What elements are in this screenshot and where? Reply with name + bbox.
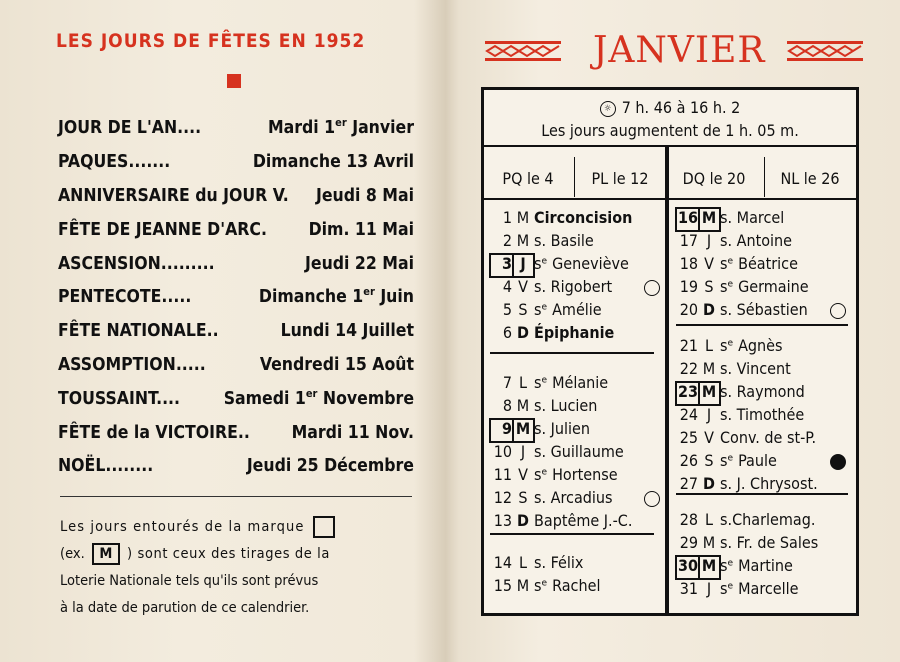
day-number: 9: [501, 419, 512, 438]
day-row: [484, 231, 659, 253]
sun-icon: ☼: [600, 101, 616, 117]
holiday-date-main: Samedi 1: [223, 389, 306, 409]
note-line-2: [60, 541, 416, 568]
holiday-name: FÊTE NATIONALE..: [58, 321, 219, 341]
day-of-week: L: [704, 336, 713, 355]
day-row: [484, 465, 659, 487]
holiday-row: [58, 152, 414, 176]
day-number: 30: [677, 556, 698, 575]
day-row: [670, 451, 845, 473]
day-number: 29: [679, 533, 698, 552]
day-row: [670, 359, 845, 381]
saint-name: s. Arcadius: [534, 488, 613, 507]
phase-last-quarter: DQ le 20: [682, 169, 746, 188]
holidays-title: LES JOURS DE FÊTES EN 1952: [56, 30, 366, 52]
moon-phase-icon: [644, 491, 660, 507]
moon-phase-icon: [830, 303, 846, 319]
day-of-week: J: [520, 442, 526, 461]
left-ornament-icon: [485, 39, 561, 63]
day-of-week: V: [704, 254, 714, 273]
holiday-date-month: Novembre: [317, 389, 414, 409]
holiday-row: [58, 118, 414, 142]
day-number: 26: [679, 451, 698, 470]
saint-name: s. Lucien: [534, 396, 598, 415]
empty-box-icon: [313, 516, 335, 538]
day-number: 11: [493, 465, 512, 484]
day-row: [484, 396, 659, 418]
day-of-week: J: [520, 254, 526, 273]
saint-name: sᵉ Amélie: [534, 300, 602, 319]
holiday-name: FÊTE de la VICTOIRE..: [58, 423, 250, 443]
holiday-date: [281, 321, 414, 341]
day-row: [670, 510, 845, 532]
holiday-name: NOËL........: [58, 456, 154, 476]
holiday-date-ordinal: er: [363, 285, 375, 299]
day-number: 25: [679, 428, 698, 447]
divider: [60, 496, 412, 497]
day-of-week: M: [516, 231, 530, 250]
holiday-row: [58, 254, 414, 278]
holiday-date-ordinal: er: [305, 387, 318, 401]
day-of-week: M: [701, 208, 717, 227]
day-of-week: D: [517, 511, 529, 530]
day-number: 19: [679, 277, 698, 296]
week-separator: [676, 324, 848, 326]
note-text-3: Loterie Nationale tels qu'ils sont prévus: [60, 573, 319, 589]
day-row: [484, 419, 659, 441]
holiday-date: [224, 389, 414, 409]
holiday-name: JOUR DE L'AN....: [58, 118, 202, 138]
day-number: 22: [679, 359, 698, 378]
day-number: 7: [502, 373, 512, 392]
phase-separator: [574, 157, 575, 197]
holiday-date: [259, 287, 414, 307]
day-number: 12: [493, 488, 512, 507]
day-of-week: S: [518, 300, 528, 319]
saint-name: s. J. Chrysost.: [720, 474, 818, 493]
holiday-name: ASCENSION.........: [58, 254, 215, 274]
saint-name: s. Guillaume: [534, 442, 624, 461]
day-number: 16: [677, 208, 698, 227]
day-of-week: L: [704, 510, 713, 529]
holiday-row: [58, 423, 414, 447]
day-row: [670, 336, 845, 358]
saint-name: s. Félix: [534, 553, 584, 572]
day-of-week: M: [516, 576, 530, 595]
holiday-row: [58, 287, 414, 311]
saint-name: sᵉ Béatrice: [720, 254, 798, 273]
calendar-box: [481, 87, 859, 616]
saint-name: sᵉ Rachel: [534, 576, 601, 595]
saint-name: sᵉ Agnès: [720, 336, 783, 355]
day-number: 5: [502, 300, 512, 319]
saint-name: sᵉ Germaine: [720, 277, 809, 296]
day-number: 20: [679, 300, 698, 319]
saint-name: s. Marcel: [720, 208, 785, 227]
holiday-date: [253, 152, 414, 172]
moon-phase-icon: [644, 280, 660, 296]
holiday-name: FÊTE DE JEANNE D'ARC.: [58, 220, 267, 240]
saint-name: s. Basile: [534, 231, 594, 250]
day-of-week: D: [517, 323, 529, 342]
note-text-4: à la date de parution de ce calendrier.: [60, 600, 310, 616]
day-of-week: M: [701, 556, 717, 575]
day-number: 13: [493, 511, 512, 530]
saint-name: s. Sébastien: [720, 300, 808, 319]
right-page: [455, 0, 900, 662]
day-of-week: M: [702, 533, 716, 552]
day-number: 10: [493, 442, 512, 461]
week-separator: [490, 352, 654, 354]
holiday-date-main: Jeudi 25 Décembre: [246, 456, 414, 476]
day-row: [670, 382, 845, 404]
day-row: [484, 323, 659, 345]
saint-name: s. Timothée: [720, 405, 805, 424]
saint-name: s. Julien: [534, 419, 590, 438]
holiday-date-main: Jeudi 22 Mai: [305, 254, 414, 274]
day-of-week: J: [706, 579, 712, 598]
holiday-row: [58, 220, 414, 244]
day-row: [670, 277, 845, 299]
saint-name: sᵉ Paule: [720, 451, 777, 470]
day-number: 24: [679, 405, 698, 424]
day-of-week: V: [518, 277, 528, 296]
holiday-date-main: Mardi 1: [267, 118, 336, 138]
holiday-name: PAQUES.......: [58, 152, 171, 172]
day-of-week: S: [704, 451, 714, 470]
day-row: [484, 511, 659, 533]
saint-name: s. Antoine: [720, 231, 793, 250]
day-of-week: M: [516, 208, 530, 227]
saint-name: s. Rigobert: [534, 277, 613, 296]
day-number: 17: [679, 231, 698, 250]
day-number: 3: [501, 254, 512, 273]
note-line-1: [60, 514, 416, 541]
day-of-week: V: [518, 465, 528, 484]
right-ornament-icon: [787, 39, 863, 63]
day-row: [484, 254, 659, 276]
phase-first-quarter: PQ le 4: [502, 169, 554, 188]
saint-name: sᵉ Hortense: [534, 465, 618, 484]
day-row: [670, 254, 845, 276]
day-of-week: M: [702, 359, 716, 378]
saint-name: s. Fr. de Sales: [720, 533, 819, 552]
day-row: [670, 405, 845, 427]
day-number: 8: [502, 396, 512, 415]
day-of-week: S: [518, 488, 528, 507]
saint-name: sᵉ Martine: [720, 556, 793, 575]
holiday-date-main: Mardi 11 Nov.: [291, 423, 414, 443]
column-divider: [665, 145, 669, 613]
day-of-week: M: [515, 419, 531, 438]
holiday-date-month: Janvier: [346, 118, 414, 138]
daylight-change: Les jours augmentent de 1 h. 05 m.: [541, 121, 799, 140]
day-number: 15: [493, 576, 512, 595]
left-page: [0, 0, 445, 662]
day-number: 14: [493, 553, 512, 572]
holiday-date-main: Jeudi 8 Mai: [315, 186, 414, 206]
day-number: 27: [679, 474, 698, 493]
holiday-date-month: Juin: [374, 287, 414, 307]
red-square-ornament: [227, 74, 241, 88]
day-row: [484, 442, 659, 464]
holiday-name: ANNIVERSAIRE du JOUR V.: [58, 186, 289, 206]
saint-name: sᵉ Geneviève: [534, 254, 629, 273]
day-of-week: M: [701, 382, 717, 401]
note-line-4: [60, 595, 416, 622]
lottery-note: [60, 514, 416, 622]
m-box-example: M: [92, 543, 120, 565]
week-separator: [490, 533, 654, 535]
holiday-name: ASSOMPTION.....: [58, 355, 206, 375]
holiday-date: [292, 423, 414, 443]
day-of-week: J: [706, 405, 712, 424]
holiday-date: [309, 220, 414, 240]
holiday-date-main: Dimanche 13 Avril: [252, 152, 414, 172]
day-number: 23: [677, 382, 698, 401]
day-number: 18: [679, 254, 698, 273]
day-row: [670, 428, 845, 450]
saint-name: sᵉ Mélanie: [534, 373, 609, 392]
phase-rule: [484, 198, 856, 200]
day-of-week: D: [703, 300, 715, 319]
header-rule: [484, 145, 856, 147]
day-of-week: D: [703, 474, 715, 493]
day-number: 1: [502, 208, 512, 227]
day-row: [484, 208, 659, 230]
holiday-name: PENTECOTE.....: [58, 287, 192, 307]
saint-name: s. Vincent: [720, 359, 791, 378]
week-separator: [676, 493, 848, 495]
day-row: [670, 533, 845, 555]
day-of-week: J: [706, 231, 712, 250]
day-number: 31: [679, 579, 698, 598]
note-text-2a: (ex.: [60, 546, 85, 562]
saint-name: Baptême J.-C.: [534, 511, 633, 530]
day-row: [484, 488, 659, 510]
holiday-date: [268, 118, 414, 138]
day-of-week: L: [518, 373, 527, 392]
holiday-date-main: Dim. 11 Mai: [308, 220, 414, 240]
holiday-date: [247, 456, 414, 476]
phase-full-moon: PL le 12: [591, 169, 649, 188]
note-text-2b: ) sont ceux des tirages de la: [127, 546, 330, 562]
day-row: [484, 576, 659, 598]
sun-times: [484, 98, 856, 117]
holiday-date-main: Lundi 14 Juillet: [280, 321, 414, 341]
holiday-date: [316, 186, 414, 206]
holiday-date-main: Dimanche 1: [258, 287, 364, 307]
day-of-week: M: [516, 396, 530, 415]
holiday-row: [58, 321, 414, 345]
holiday-date: [305, 254, 414, 274]
saint-name: Épiphanie: [534, 323, 615, 342]
saint-name: sᵉ Marcelle: [720, 579, 799, 598]
holiday-row: [58, 389, 414, 413]
new-moon-icon: [830, 454, 846, 470]
phase-new-moon: NL le 26: [780, 169, 840, 188]
month-title: JANVIER: [593, 30, 766, 71]
holiday-row: [58, 355, 414, 379]
phase-separator: [764, 157, 765, 197]
holiday-date-main: Vendredi 15 Août: [259, 355, 414, 375]
note-line-3: [60, 568, 416, 595]
holiday-date: [260, 355, 414, 375]
day-of-week: L: [518, 553, 527, 572]
day-row: [484, 277, 659, 299]
holiday-date-ordinal: er: [335, 116, 347, 130]
day-row: [670, 556, 845, 578]
saint-name: s.Charlemag.: [720, 510, 816, 529]
day-row: [670, 231, 845, 253]
day-row: [484, 300, 659, 322]
saint-name: Conv. de st-P.: [720, 428, 817, 447]
day-number: 28: [679, 510, 698, 529]
day-of-week: S: [704, 277, 714, 296]
day-number: 2: [502, 231, 512, 250]
note-text-1: Les jours entourés de la marque: [60, 519, 305, 535]
day-row: [484, 373, 659, 395]
holiday-row: [58, 186, 414, 210]
day-number: 6: [502, 323, 512, 342]
saint-name: s. Raymond: [720, 382, 805, 401]
day-number: 4: [502, 277, 512, 296]
saint-name: Circoncision: [534, 208, 633, 227]
holiday-row: [58, 456, 414, 480]
day-row: [670, 208, 845, 230]
holiday-name: TOUSSAINT....: [58, 389, 181, 409]
day-of-week: V: [704, 428, 714, 447]
sun-times-text: 7 h. 46 à 16 h. 2: [621, 98, 741, 117]
day-row: [670, 579, 845, 601]
month-banner: [485, 30, 865, 70]
day-row: [670, 300, 845, 322]
day-row: [484, 553, 659, 575]
day-number: 21: [679, 336, 698, 355]
